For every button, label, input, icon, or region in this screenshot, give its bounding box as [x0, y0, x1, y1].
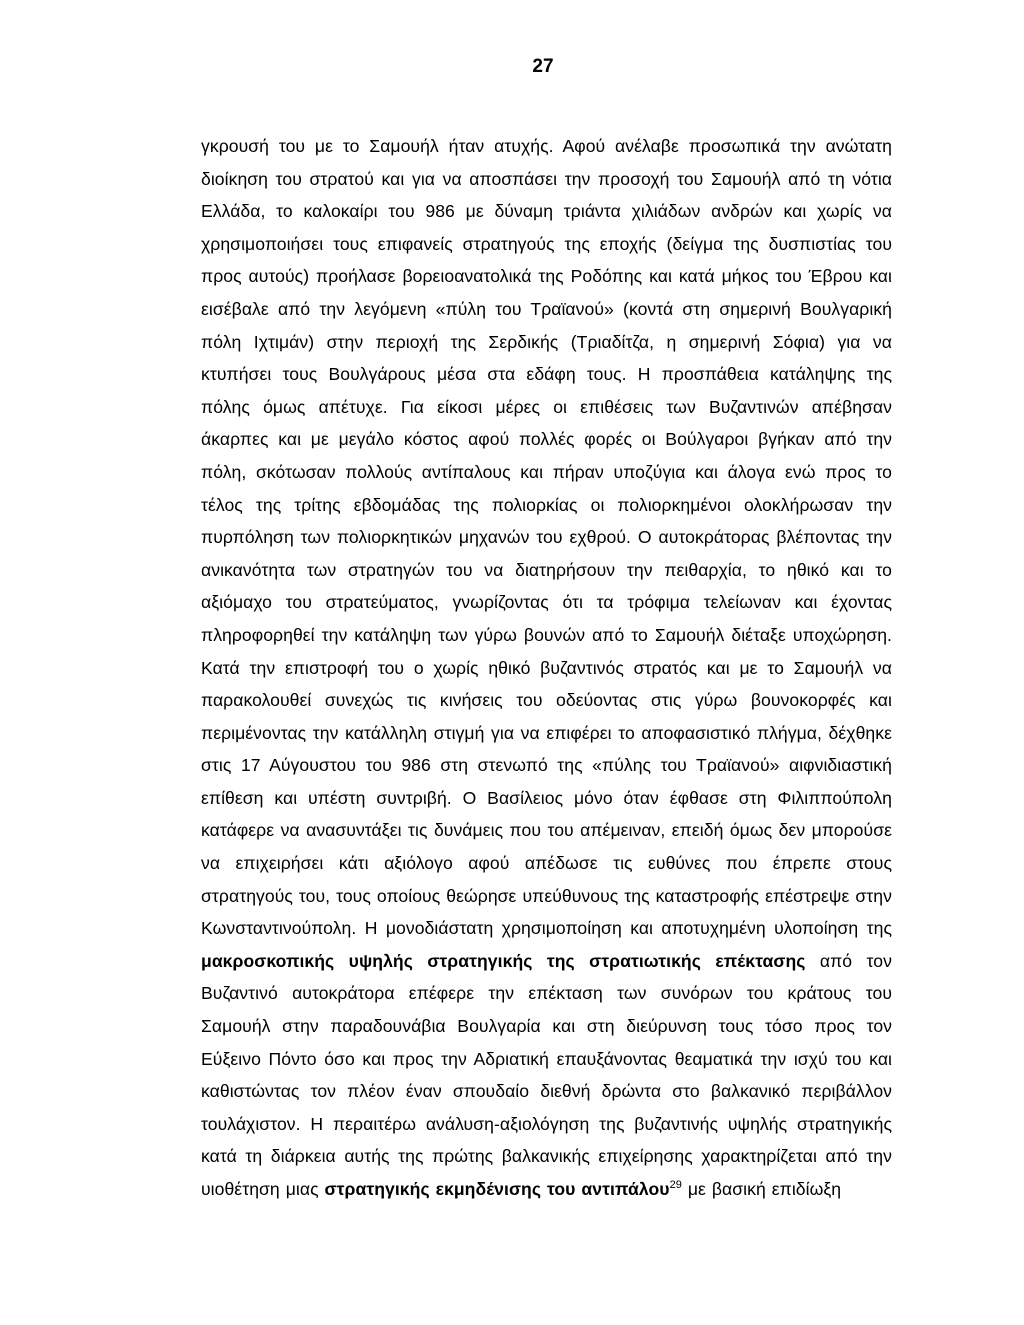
bold-term-annihilation-strategy: στρατηγικής εκμηδένισης του αντιπάλου: [324, 1179, 670, 1199]
body-text-segment: από τον Βυζαντινό αυτοκράτορα επέφερε την επέκταση των συνόρων του κράτους του Σαμουήλ στην παραδουνάβια Βουλγαρία και στη διεύρυνση τους τόσο προς τον Εύξεινο Πόντο όσο και προς την Αδριατική επαυξάνοντας θεαματικά την ισχύ του και καθιστώντας τον πλέον έναν σπουδαίο διεθνή δρώντα στο βαλκανικό περιβάλλον τουλάχιστον. Η περαιτέρω ανάλυση-αξιολόγηση της βυζαντινής υψηλής στρατηγικής κατά τη διάρκεια αυτής της πρώτης βαλκανικής επιχείρησης χαρακτηρίζεται από την υιοθέτηση μιας: [201, 950, 892, 1199]
body-text-segment: γκρουσή του με το Σαμουήλ ήταν ατυχής. Αφού ανέλαβε προσωπικά την ανώτατη διοίκηση του στρατού και για να αποσπάσει την προσοχή του Σαμουήλ από τη νότια Ελλάδα, το καλοκαίρι του 986 με δύναμη τριάντα χιλιάδων ανδρών και χωρίς να χρησιμοποιήσει τους επιφανείς στρατηγούς της εποχής (δείγμα της δυσπιστίας του προς αυτούς) προήλασε βορειοανατολικά της Ροδόπης και κατά μήκος του Έβρου και εισέβαλε από την λεγόμενη «πύλη του Τραϊανού» (κοντά στη σημερινή Βουλγαρική πόλη Ιχτιμάν) στην περιοχή της Σερδικής (Τριαδίτζα, η σημερινή Σόφια) για να κτυπήσει τους Βουλγάρους μέσα στα εδάφη τους. Η προσπάθεια κατάληψης της πόλης όμως απέτυχε. Για είκοσι μέρες οι επιθέσεις των Βυζαντινών απέβησαν άκαρπες και με μεγάλο κόστος αφού πολλές φορές οι Βούλγαροι βγήκαν από την πόλη, σκότωσαν πολλούς αντίπαλους και πήραν υποζύγια και άλογα ενώ προς το τέλος της τρίτης εβδομάδας της πολιορκίας οι πολιορκημένοι ολοκλήρωσαν την πυρπόληση των πολιορκητικών μηχανών του εχθρού. Ο αυτοκράτορας βλέποντας την ανικανότητα των στρατηγών του να διατηρήσουν την πειθαρχία, το ηθικό και το αξιόμαχο του στρατεύματος, γνωρίζοντας ότι τα τρόφιμα τελείωναν και έχοντας πληροφορηθεί την κατάληψη των γύρω βουνών από το Σαμουήλ διέταξε υποχώρηση. Κατά την επιστροφή του ο χωρίς ηθικό βυζαντινός στρατός και με το Σαμουήλ να παρακολουθεί συνεχώς τις κινήσεις του οδεύοντας στις γύρω βουνοκορφές και περιμένοντας την κατάλληλη στιγμή για να επιφέρει το αποφασιστικό πλήγμα, δέχθηκε στις 17 Αύγουστου του 986 στη στενωπό της «πύλης του Τραϊανού» αιφνιδιαστική επίθεση και υπέστη συντριβή. Ο Βασίλειος μόνο όταν έφθασε στη Φιλιππούπολη κατάφερε να ανασυντάξει τις δυνάμεις που του απέμειναν, επειδή όμως δεν μπορούσε να επιχειρήσει κάτι αξιόλογο αφού απέδωσε τις ευθύνες που έπρεπε στους στρατηγούς του, τους οποίους θεώρησε υπεύθυνους της καταστροφής επέστρεψε στην Κωνσταντινούπολη. Η μονοδιάστατη χρησιμοποίηση και αποτυχημένη υλοποίηση της: [201, 136, 892, 939]
page-number: 27: [532, 56, 554, 77]
bold-term-grand-strategy: μακροσκοπικής υψηλής στρατηγικής της στρατιωτικής επέκτασης: [201, 950, 806, 971]
body-paragraph: [201, 130, 892, 1206]
body-text-segment: με βασική επιδίωξη: [681, 1179, 842, 1199]
footnote-reference: 29: [669, 1178, 682, 1191]
